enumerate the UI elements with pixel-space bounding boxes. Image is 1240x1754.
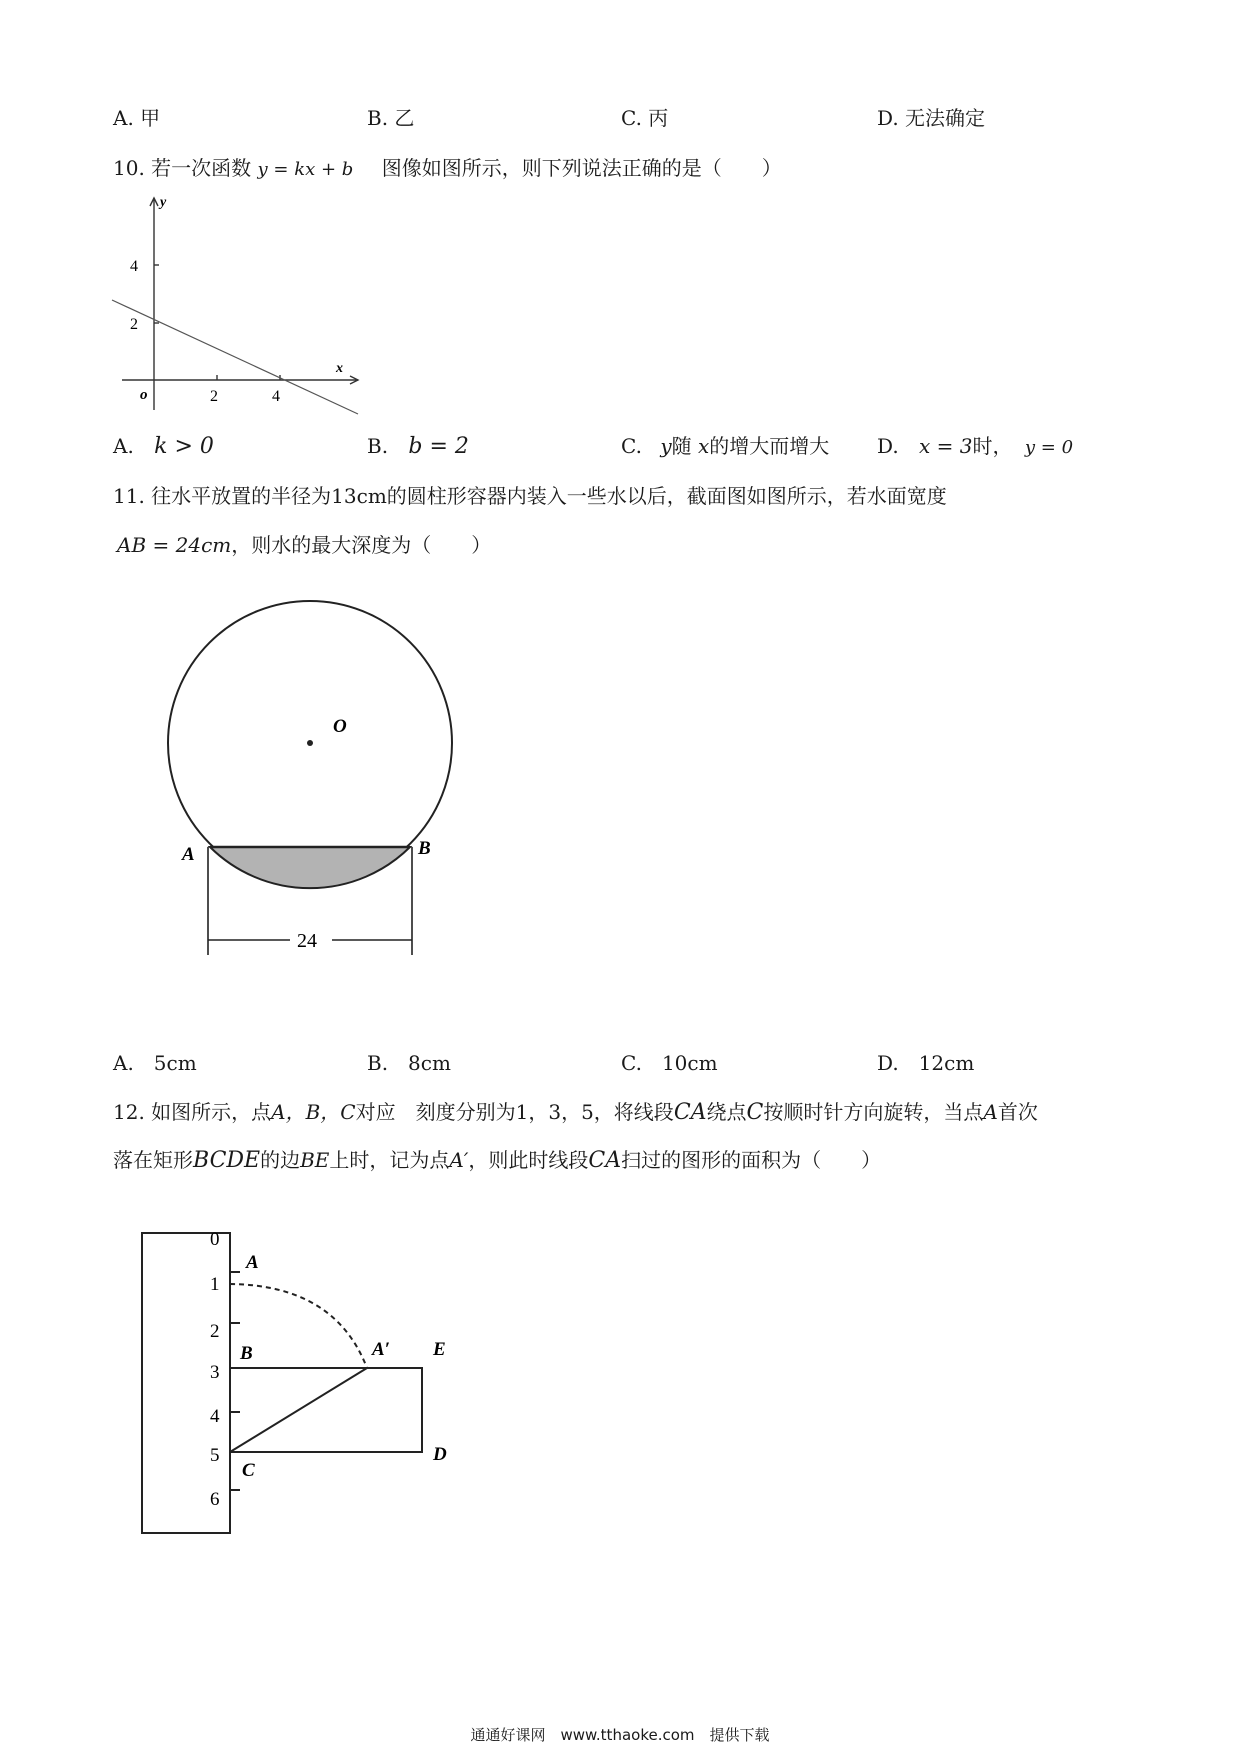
q11-point-a-label: A (182, 844, 195, 865)
q10-y-tick-label-4: 4 (130, 258, 138, 275)
q11-option-c: C. 10cm (621, 1051, 718, 1075)
q11-stem-line1 (113, 484, 947, 508)
q10-option-b-prefix: B. (367, 434, 389, 458)
q11-point-b-label: B (418, 838, 431, 859)
q10-origin-label: o (140, 387, 148, 403)
q12-label-c: C (242, 1460, 255, 1481)
q10-text-before: 若一次函数 (151, 156, 252, 180)
q12-stem-line2 (113, 1148, 881, 1173)
q11-text-line1: 往水平放置的半径为13cm的圆柱形容器内装入一些水以后，截面图如图所示，若水面宽度 (151, 484, 947, 508)
q11-stem-line2 (117, 533, 491, 557)
q10-option-c-prefix: C. (621, 434, 642, 458)
q12-ruler-ticks (230, 1272, 240, 1490)
q11-center-dot (307, 740, 313, 746)
q11-text-line2: ，则水的最大深度为（ ） (231, 533, 492, 557)
q12-point-a-prime: A′ (449, 1148, 469, 1172)
q10-formula: y = kx + b (257, 159, 354, 180)
q12-text-2b: 的边 (260, 1148, 301, 1172)
q12-text-1b: 对应 刻度分别为1，3，5，将线段 (355, 1100, 674, 1124)
q12-segment-ca-2: CA (588, 1148, 622, 1173)
q12-segment-ca-prime (230, 1368, 367, 1452)
q10-option-d-mid: 时， (972, 434, 1013, 458)
q10-option-d-prefix: D. (877, 434, 899, 458)
q12-tick-4: 4 (210, 1406, 220, 1427)
q11-option-a: A. 5cm (113, 1051, 197, 1075)
q10-option-c (621, 434, 829, 458)
q12-stem-line1 (113, 1100, 1038, 1125)
q9-option-d: D. 无法确定 (877, 106, 986, 130)
q9-option-a: A. 甲 (113, 106, 161, 130)
q10-y-label: y (160, 195, 167, 210)
q12-point-a: A (983, 1100, 998, 1124)
q10-option-b (367, 434, 469, 459)
q12-label-a-prime: A′ (372, 1339, 391, 1360)
q12-label-d: D (433, 1444, 447, 1465)
q12-tick-6: 6 (210, 1489, 220, 1510)
q10-stem (113, 156, 782, 182)
q11-width-label: 24 (297, 930, 317, 952)
q12-tick-0: 0 (210, 1229, 220, 1250)
q10-option-b-value: b = 2 (408, 434, 469, 459)
q10-x-label: x (336, 361, 343, 376)
q10-option-c-var2: x (697, 434, 710, 458)
q12-text-1c: 绕点 (706, 1100, 747, 1124)
q12-text-1d: 按顺时针方向旋转，当点 (763, 1100, 984, 1124)
q12-number: 12. (113, 1100, 145, 1124)
q12-text-2d: ，则此时线段 (468, 1148, 589, 1172)
q10-text-after: 图像如图所示，则下列说法正确的是（ ） (381, 156, 782, 180)
q12-label-a: A (246, 1252, 259, 1273)
q12-rectangle-bcde (230, 1368, 422, 1452)
q11-circle-figure (160, 595, 480, 975)
q9-option-c: C. 丙 (621, 106, 669, 130)
q12-text-1e: 首次 (997, 1100, 1038, 1124)
q10-y-tick-label-2: 2 (130, 316, 138, 333)
page-footer: 通通好课网 www.tthaoke.com 提供下载 (470, 1726, 770, 1744)
q10-option-c-tail: 的增大而增大 (709, 434, 830, 458)
q10-option-d (877, 434, 1073, 460)
q12-ruler-tick-labels (210, 1229, 220, 1510)
q10-option-d-result: y = 0 (1024, 437, 1074, 458)
q12-text-1a: 如图所示，点 (151, 1100, 272, 1124)
q12-text-2c: 上时，记为点 (329, 1148, 450, 1172)
q10-option-c-mid: 随 (671, 434, 692, 458)
q10-option-c-var: y (660, 434, 672, 458)
q11-option-b: B. 8cm (367, 1051, 451, 1075)
q12-tick-1: 1 (210, 1274, 220, 1295)
q12-tick-3: 3 (210, 1362, 220, 1383)
q10-linear-graph (100, 190, 380, 425)
q12-tick-2: 2 (210, 1321, 220, 1342)
q10-function-line (112, 300, 358, 414)
q9-option-b: B. 乙 (367, 106, 415, 130)
q12-text-2e: 扫过的图形的面积为（ ） (621, 1148, 882, 1172)
q10-option-a-value: k > 0 (154, 434, 214, 459)
q10-option-a (113, 434, 214, 459)
q10-x-tick-label-4: 4 (272, 388, 280, 405)
q10-x-tick-label-2: 2 (210, 388, 218, 405)
q11-formula: AB = 24cm (117, 533, 232, 557)
q12-ruler-figure (130, 1225, 480, 1545)
q12-tick-5: 5 (210, 1445, 220, 1466)
q11-center-label: O (333, 716, 347, 737)
q12-label-e: E (433, 1339, 446, 1360)
q12-point-c: C (746, 1100, 764, 1125)
q11-option-d: D. 12cm (877, 1051, 975, 1075)
q10-option-d-condition: x = 3 (919, 434, 973, 458)
q12-segment-ca: CA (673, 1100, 707, 1125)
q11-water-segment (210, 847, 410, 888)
q11-number: 11. (113, 484, 145, 508)
q12-label-b: B (240, 1343, 253, 1364)
q10-option-a-prefix: A. (113, 434, 134, 458)
q12-rect-bcde: BCDE (193, 1148, 261, 1173)
q10-number: 10. (113, 156, 145, 180)
q12-text-2a: 落在矩形 (113, 1148, 193, 1172)
q12-side-be: BE (300, 1148, 330, 1172)
q12-points-abc: A，B，C (271, 1100, 356, 1124)
